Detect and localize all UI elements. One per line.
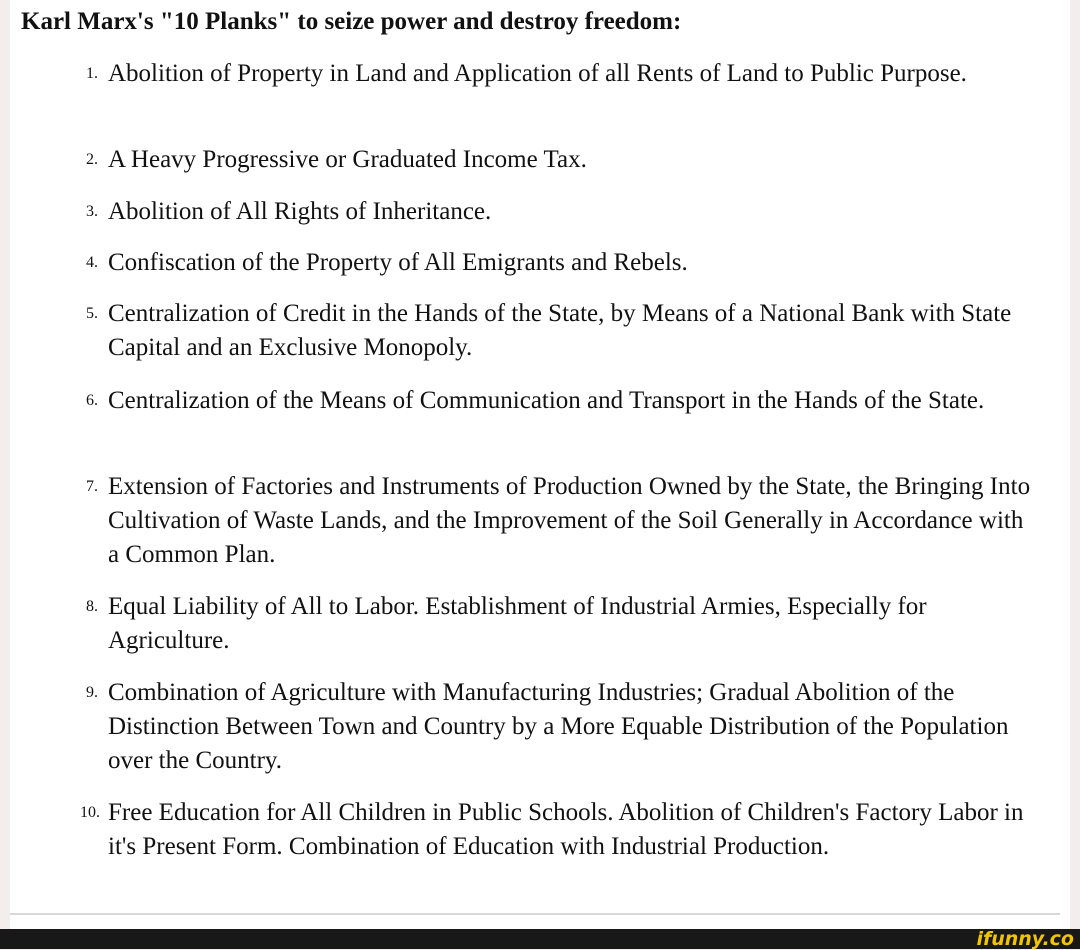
plank-number: 7.: [86, 478, 98, 495]
plank-text: Abolition of All Rights of Inheritance.: [108, 198, 492, 225]
plank-text: Abolition of Property in Land and Application of all Rents of Land to Public Purpose.: [108, 60, 967, 87]
plank-text: Equal Liability of All to Labor. Establishment of Industrial Armies, Especially for Agriculture.: [108, 593, 927, 654]
plank-text: Extension of Factories and Instruments of Production Owned by the State, the Bringing Into Cultivation of Waste Lands, and the Improvement of the Soil Generally in Accordance with a Common Plan.: [108, 473, 1031, 568]
plank-text: Centralization of the Means of Communication and Transport in the Hands of the State.: [108, 387, 985, 414]
plank-text: Confiscation of the Property of All Emigrants and Rebels.: [108, 249, 688, 276]
plank-number: 8.: [86, 598, 98, 615]
plank-number: 6.: [86, 392, 98, 409]
watermark-logo: ifunny.co: [976, 928, 1074, 950]
plank-number: 3.: [86, 203, 98, 220]
plank-text: Centralization of Credit in the Hands of the State, by Means of a National Bank with State Capital and an Exclusive Monopoly.: [108, 300, 1012, 361]
plank-text: Free Education for All Children in Public Schools. Abolition of Children's Factory Labor in it's Present Form. Combination of Education with Industrial Production.: [108, 799, 1024, 860]
plank-number: 4.: [86, 254, 98, 271]
page-title: Karl Marx's "10 Planks" to seize power and destroy freedom:: [21, 8, 682, 35]
plank-number: 9.: [86, 684, 98, 701]
divider: [10, 913, 1060, 915]
watermark-bar: [0, 929, 1080, 949]
plank-number: 10.: [80, 804, 100, 821]
document-page: [10, 0, 1070, 929]
plank-number: 1.: [86, 65, 98, 82]
plank-text: A Heavy Progressive or Graduated Income Tax.: [108, 146, 587, 173]
plank-number: 5.: [86, 305, 98, 322]
plank-text: Combination of Agriculture with Manufacturing Industries; Gradual Abolition of the Distinction Between Town and Country by a More Equable Distribution of the Population over the Country.: [108, 679, 1009, 774]
plank-number: 2.: [86, 151, 98, 168]
